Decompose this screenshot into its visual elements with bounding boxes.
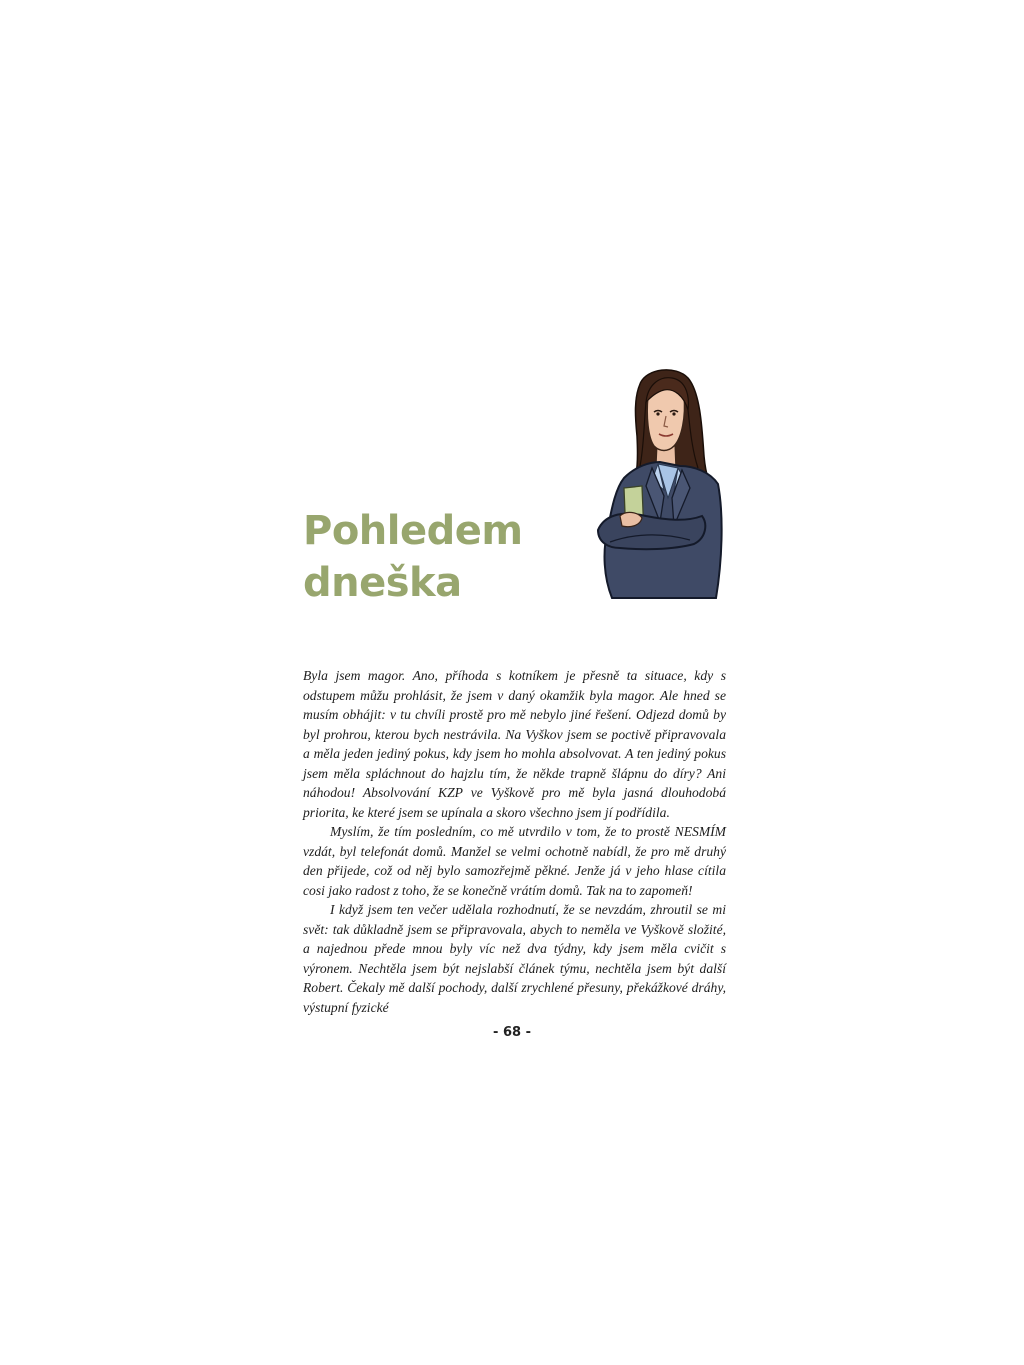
page-number: - 68 - bbox=[493, 1025, 531, 1040]
paragraph: Myslím, že tím posledním, co mě utvrdilo v tom, že to prostě NESMÍM vzdát, byl telefonát domů. Manžel se velmi ochotně nabídl, že pro mě druhý den přijede, což od něj bylo samozřejmě pěkné. Jenže já v jeho hlase cítila cosi jako radost z toho, že se konečně vrátím domů. Tak na to zapomeň! bbox=[303, 824, 726, 898]
paragraph: I když jsem ten večer udělala rozhodnutí, že se nevzdám, zhroutil se mi svět: tak důkladně jsem se připravovala, abych to neměla ve Vyškově složité, a najednou přede mnou byly víc než dva týdny, kdy jsem měla cvičit s výronem. Nechtěla jsem být nejslabší článek týmu, nechtěla jsem být další Robert. Čekaly mě další pochody, další zrychlené přesuny, překážkové dráhy, výstupní fyzické bbox=[303, 902, 726, 1015]
portrait-illustration bbox=[590, 366, 728, 604]
paragraph: Byla jsem magor. Ano, příhoda s kotníkem je přesně ta situace, kdy s odstupem můžu prohlásit, že jsem v daný okamžik byla magor. Ale hned se musím obhájit: v tu chvíli prostě pro mě nebylo jiné řešení. Odjezd domů by byl prohrou, kterou bych nestrávila. Na Vyškov jsem se poctivě připravovala a měla jeden jediný pokus, kdy jsem ho mohla absolvovat. A ten jediný pokus jsem měla spláchnout do hajzlu tím, že někde trapně šlápnu do díry? Ani náhodou! Absolvování KZP ve Vyškově pro mě byla jasná dlouhodobá priorita, ke které jsem se upínala a skoro všechno jsem jí podřídila. bbox=[303, 668, 726, 820]
body-text bbox=[303, 666, 726, 1017]
chapter-title bbox=[303, 505, 523, 609]
chapter-title-line-2: dneška bbox=[303, 560, 462, 606]
chapter-title-line-1: Pohledem bbox=[303, 508, 523, 554]
